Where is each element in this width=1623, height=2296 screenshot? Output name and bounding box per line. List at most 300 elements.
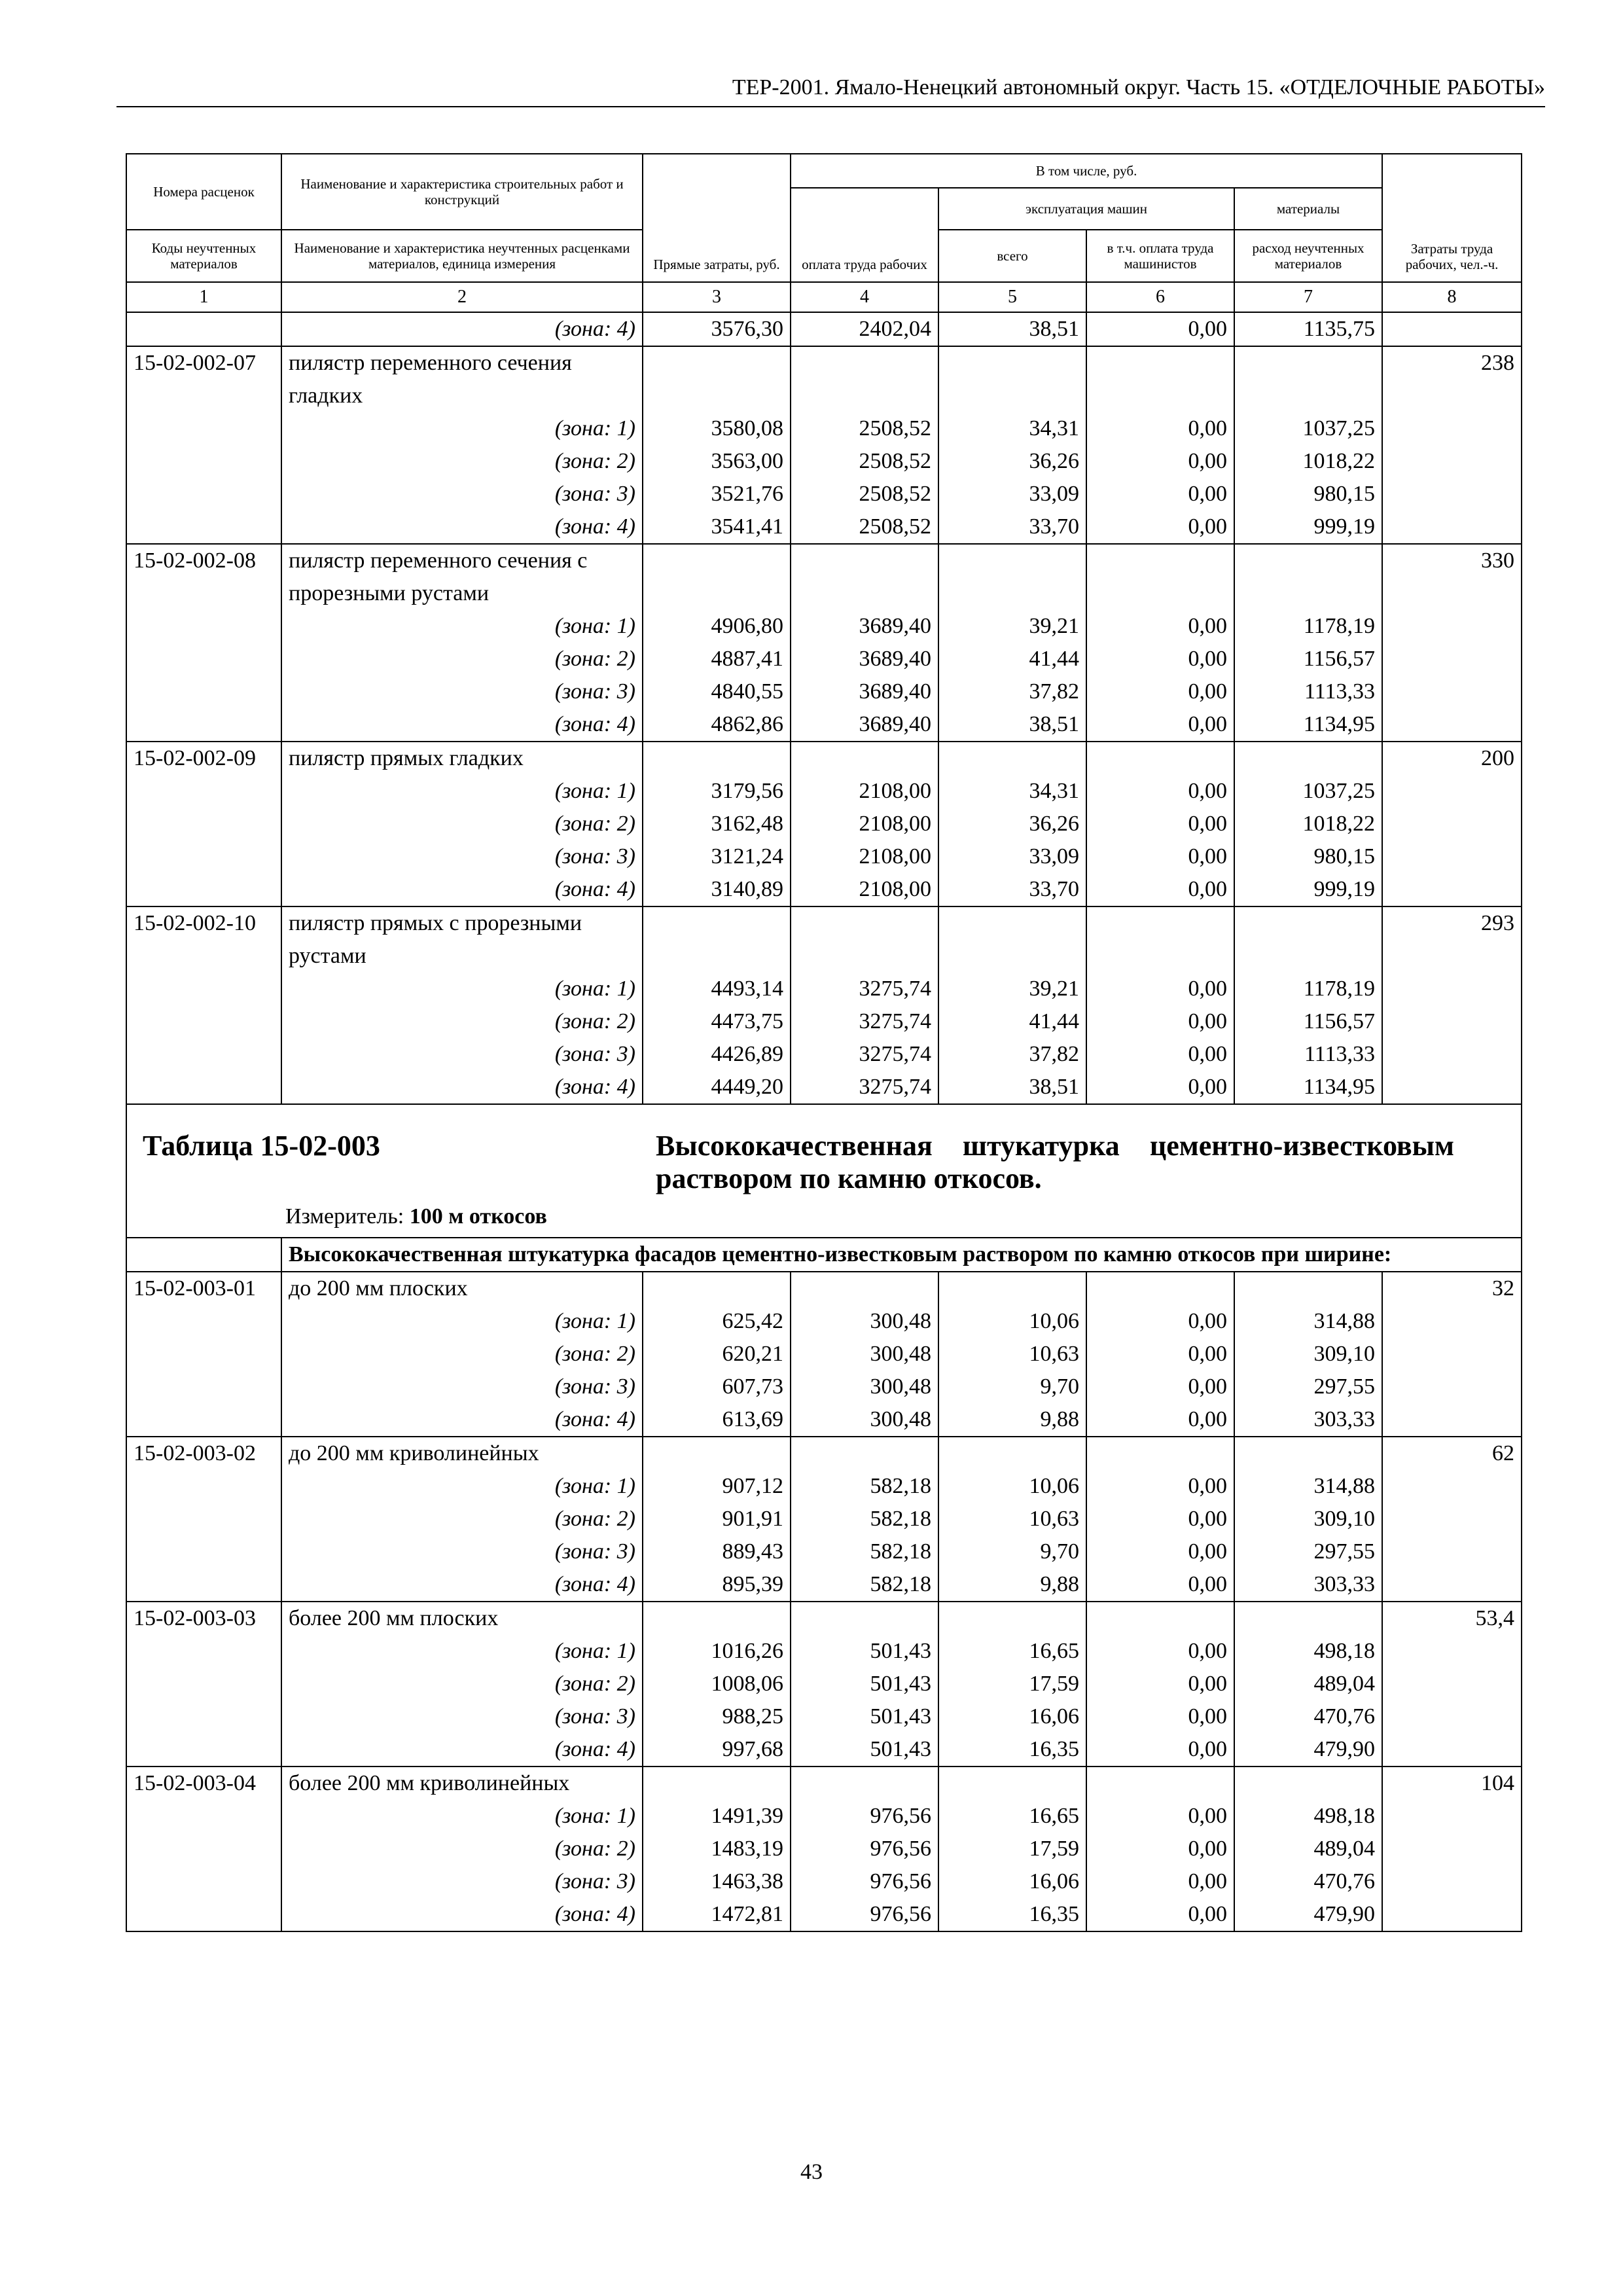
materials: 1018,22	[1234, 445, 1382, 478]
zone-label: (зона: 2)	[281, 643, 643, 675]
zone-row	[126, 675, 1522, 708]
rate-name: пилястр прямых с прорезными рустами	[281, 906, 643, 973]
empty-cell	[643, 742, 791, 775]
labor-cost: 32	[1382, 1272, 1522, 1305]
operator-wages: 0,00	[1086, 840, 1234, 873]
materials: 980,15	[1234, 478, 1382, 511]
machines-total: 37,82	[938, 675, 1086, 708]
operator-wages: 0,00	[1086, 412, 1234, 445]
wages: 976,56	[791, 1865, 938, 1898]
operator-wages: 0,00	[1086, 708, 1234, 742]
machines-total: 38,51	[938, 312, 1086, 346]
wages: 300,48	[791, 1371, 938, 1403]
empty-cell	[126, 1038, 281, 1071]
operator-wages: 0,00	[1086, 1635, 1234, 1668]
empty-cell	[126, 445, 281, 478]
direct-cost-header: Прямые затраты, руб.	[643, 154, 791, 282]
direct-cost: 997,68	[643, 1733, 791, 1767]
labor-cost: 200	[1382, 742, 1522, 775]
empty-cell	[938, 1437, 1086, 1470]
rate-code: 15-02-003-02	[126, 1437, 281, 1470]
unaccounted-materials-header: расход неучтенных материалов	[1234, 230, 1382, 282]
zone-row	[126, 840, 1522, 873]
zone-label: (зона: 3)	[281, 1865, 643, 1898]
empty-cell	[791, 346, 938, 412]
empty-cell	[1382, 1833, 1522, 1865]
machines-total: 16,65	[938, 1635, 1086, 1668]
empty-cell	[126, 1800, 281, 1833]
operator-wages: 0,00	[1086, 1800, 1234, 1833]
zone-label: (зона: 1)	[281, 610, 643, 643]
rate-code: 15-02-003-03	[126, 1602, 281, 1635]
rate-name: пилястр переменного сечения гладких	[281, 346, 643, 412]
measure-label: Измеритель:	[285, 1204, 404, 1229]
wages: 2402,04	[791, 312, 938, 346]
machines-total: 9,88	[938, 1403, 1086, 1437]
empty-cell	[1382, 808, 1522, 840]
zone-label: (зона: 1)	[281, 1800, 643, 1833]
zone-row	[126, 1338, 1522, 1371]
machines-total: 38,51	[938, 708, 1086, 742]
empty-cell	[1234, 346, 1382, 412]
section-title: Высококачественная штукатурка цементно-известковым раствором по камню откосов.	[656, 1130, 1454, 1194]
empty-cell	[1382, 675, 1522, 708]
materials: 297,55	[1234, 1371, 1382, 1403]
empty-cell	[1382, 1800, 1522, 1833]
column-numbers-row	[126, 282, 1522, 312]
empty-cell	[126, 1733, 281, 1767]
zone-row	[126, 1700, 1522, 1733]
operator-wages-header: в т.ч. оплата труда машинистов	[1086, 230, 1234, 282]
zone-label: (зона: 4)	[281, 1071, 643, 1104]
machines-total: 37,82	[938, 1038, 1086, 1071]
materials: 470,76	[1234, 1865, 1382, 1898]
zone-label: (зона: 2)	[281, 1338, 643, 1371]
labor-cost: 53,4	[1382, 1602, 1522, 1635]
empty-cell	[791, 1767, 938, 1800]
empty-cell	[126, 1833, 281, 1865]
column-number: 5	[938, 282, 1086, 312]
table-body	[126, 312, 1522, 346]
zone-row	[126, 1898, 1522, 1931]
section-title-row	[126, 1104, 1522, 1238]
empty-cell	[126, 1865, 281, 1898]
zone-label: (зона: 1)	[281, 1305, 643, 1338]
empty-cell	[1382, 1733, 1522, 1767]
empty-cell	[791, 1437, 938, 1470]
empty-cell	[1382, 1305, 1522, 1338]
empty-cell	[938, 1272, 1086, 1305]
zone-label: (зона: 1)	[281, 775, 643, 808]
zone-label: (зона: 4)	[281, 312, 643, 346]
materials: 1156,57	[1234, 1005, 1382, 1038]
labor-cost: 293	[1382, 906, 1522, 973]
zone-row	[126, 1038, 1522, 1071]
empty-cell	[126, 1470, 281, 1503]
materials: 1018,22	[1234, 808, 1382, 840]
measure-value: 100 м откосов	[409, 1204, 547, 1229]
empty-cell	[126, 1898, 281, 1931]
zone-label: (зона: 2)	[281, 808, 643, 840]
operator-wages: 0,00	[1086, 1733, 1234, 1767]
machines-total: 16,35	[938, 1898, 1086, 1931]
rate-name: более 200 мм плоских	[281, 1602, 643, 1635]
empty-cell	[643, 346, 791, 412]
empty-cell	[1234, 906, 1382, 973]
materials: 303,33	[1234, 1403, 1382, 1437]
operator-wages: 0,00	[1086, 1865, 1234, 1898]
empty-cell	[1086, 1602, 1234, 1635]
empty-cell	[1382, 445, 1522, 478]
zone-label: (зона: 4)	[281, 873, 643, 906]
direct-cost: 1008,06	[643, 1668, 791, 1700]
empty-cell	[791, 544, 938, 610]
empty-cell	[126, 1535, 281, 1568]
wages: 582,18	[791, 1470, 938, 1503]
labor-cost: 62	[1382, 1437, 1522, 1470]
empty-cell	[1086, 1272, 1234, 1305]
empty-cell	[1086, 346, 1234, 412]
direct-cost: 4840,55	[643, 675, 791, 708]
rate-name: до 200 мм криволинейных	[281, 1437, 643, 1470]
empty-cell	[1382, 1038, 1522, 1071]
empty-cell	[643, 544, 791, 610]
zone-row	[126, 1865, 1522, 1898]
direct-cost: 613,69	[643, 1403, 791, 1437]
empty-cell	[126, 1338, 281, 1371]
wages: 3275,74	[791, 1071, 938, 1104]
wages: 300,48	[791, 1305, 938, 1338]
rate-code: 15-02-002-07	[126, 346, 281, 412]
empty-cell	[126, 708, 281, 742]
wages: 2108,00	[791, 873, 938, 906]
operator-wages: 0,00	[1086, 445, 1234, 478]
continuation-row	[126, 312, 1522, 346]
machines-total-header: всего	[938, 230, 1086, 282]
operator-wages: 0,00	[1086, 1071, 1234, 1104]
machines-total: 41,44	[938, 643, 1086, 675]
measure-line	[285, 1200, 1510, 1233]
rate-name: более 200 мм криволинейных	[281, 1767, 643, 1800]
direct-cost: 3541,41	[643, 511, 791, 544]
direct-cost: 625,42	[643, 1305, 791, 1338]
rate-title-row	[126, 346, 1522, 412]
zone-row	[126, 412, 1522, 445]
operator-wages: 0,00	[1086, 1038, 1234, 1071]
empty-cell	[938, 1602, 1086, 1635]
empty-cell	[1234, 1437, 1382, 1470]
zone-label: (зона: 2)	[281, 1668, 643, 1700]
rates-group-a	[126, 346, 1522, 1104]
column-number: 8	[1382, 282, 1522, 312]
direct-cost: 895,39	[643, 1568, 791, 1602]
price-table	[126, 153, 1522, 1932]
direct-cost: 907,12	[643, 1470, 791, 1503]
zone-label: (зона: 4)	[281, 708, 643, 742]
zone-label: (зона: 4)	[281, 1568, 643, 1602]
column-number: 6	[1086, 282, 1234, 312]
direct-cost: 4426,89	[643, 1038, 791, 1071]
wages-header: оплата труда рабочих	[791, 188, 938, 282]
zone-row	[126, 1568, 1522, 1602]
materials: 999,19	[1234, 873, 1382, 906]
zone-label: (зона: 4)	[281, 511, 643, 544]
rate-title-row	[126, 544, 1522, 610]
empty-cell	[1382, 1668, 1522, 1700]
empty-cell	[126, 412, 281, 445]
empty-cell	[1382, 1635, 1522, 1668]
empty-cell	[126, 840, 281, 873]
empty-cell	[1382, 511, 1522, 544]
operator-wages: 0,00	[1086, 1668, 1234, 1700]
materials: 303,33	[1234, 1568, 1382, 1602]
empty-cell	[791, 1272, 938, 1305]
direct-cost: 1016,26	[643, 1635, 791, 1668]
column-number: 1	[126, 282, 281, 312]
empty-cell	[643, 1272, 791, 1305]
empty-cell	[938, 1767, 1086, 1800]
running-header: ТЕР-2001. Ямало-Ненецкий автономный округ. Часть 15. «ОТДЕЛОЧНЫЕ РАБОТЫ»	[732, 75, 1545, 99]
operator-wages: 0,00	[1086, 1371, 1234, 1403]
direct-cost: 4473,75	[643, 1005, 791, 1038]
empty-cell	[126, 1568, 281, 1602]
materials: 309,10	[1234, 1503, 1382, 1535]
empty-cell	[1382, 643, 1522, 675]
empty-cell	[1382, 1568, 1522, 1602]
machines-total: 38,51	[938, 1071, 1086, 1104]
operator-wages: 0,00	[1086, 808, 1234, 840]
materials: 498,18	[1234, 1635, 1382, 1668]
materials: 470,76	[1234, 1700, 1382, 1733]
direct-cost: 3580,08	[643, 412, 791, 445]
rate-code: 15-02-003-04	[126, 1767, 281, 1800]
column-number: 4	[791, 282, 938, 312]
materials: 1134,95	[1234, 1071, 1382, 1104]
empty-cell	[643, 906, 791, 973]
empty-cell	[126, 808, 281, 840]
wages: 582,18	[791, 1535, 938, 1568]
labor-cost: 238	[1382, 346, 1522, 412]
empty-cell	[126, 1305, 281, 1338]
machines-total: 9,70	[938, 1371, 1086, 1403]
operator-wages: 0,00	[1086, 675, 1234, 708]
direct-cost: 607,73	[643, 1371, 791, 1403]
empty-cell	[126, 478, 281, 511]
direct-cost: 1491,39	[643, 1800, 791, 1833]
empty-cell	[1234, 1602, 1382, 1635]
zone-row	[126, 643, 1522, 675]
empty-cell	[791, 906, 938, 973]
zone-row	[126, 511, 1522, 544]
zone-row	[126, 1371, 1522, 1403]
materials: 1113,33	[1234, 675, 1382, 708]
empty-cell	[643, 1437, 791, 1470]
zone-label: (зона: 1)	[281, 1635, 643, 1668]
materials-header: материалы	[1234, 188, 1382, 230]
materials: 1037,25	[1234, 412, 1382, 445]
direct-cost: 988,25	[643, 1700, 791, 1733]
labor-cost: 104	[1382, 1767, 1522, 1800]
rate-name: пилястр прямых гладких	[281, 742, 643, 775]
machines-total: 16,65	[938, 1800, 1086, 1833]
machines-total: 16,06	[938, 1700, 1086, 1733]
labor-cost: 330	[1382, 544, 1522, 610]
empty-cell	[126, 1371, 281, 1403]
zone-label: (зона: 2)	[281, 445, 643, 478]
col1-header	[126, 154, 281, 230]
operator-wages: 0,00	[1086, 1503, 1234, 1535]
empty-cell	[1382, 1865, 1522, 1898]
machines-total: 33,09	[938, 840, 1086, 873]
zone-row	[126, 1635, 1522, 1668]
zone-label: (зона: 3)	[281, 840, 643, 873]
materials: 309,10	[1234, 1338, 1382, 1371]
empty-cell	[1382, 1005, 1522, 1038]
empty-cell	[643, 1602, 791, 1635]
column-number: 3	[643, 282, 791, 312]
direct-cost: 1463,38	[643, 1865, 791, 1898]
empty-cell	[126, 643, 281, 675]
zone-label: (зона: 3)	[281, 478, 643, 511]
empty-cell	[1086, 742, 1234, 775]
empty-cell	[1382, 1338, 1522, 1371]
machines-total: 9,70	[938, 1535, 1086, 1568]
materials: 489,04	[1234, 1833, 1382, 1865]
materials: 479,90	[1234, 1898, 1382, 1931]
empty-cell	[1234, 1767, 1382, 1800]
direct-cost: 1483,19	[643, 1833, 791, 1865]
zone-row	[126, 1535, 1522, 1568]
direct-cost: 4906,80	[643, 610, 791, 643]
empty-cell	[1234, 742, 1382, 775]
header-rule	[116, 106, 1545, 107]
machines-total: 17,59	[938, 1833, 1086, 1865]
operator-wages: 0,00	[1086, 1535, 1234, 1568]
materials: 1178,19	[1234, 973, 1382, 1005]
empty-cell	[1382, 1071, 1522, 1104]
zone-row	[126, 1668, 1522, 1700]
empty-cell	[938, 346, 1086, 412]
empty-cell	[126, 873, 281, 906]
wages: 300,48	[791, 1403, 938, 1437]
zone-label: (зона: 1)	[281, 412, 643, 445]
zone-row	[126, 1503, 1522, 1535]
wages: 501,43	[791, 1700, 938, 1733]
empty-cell	[1086, 1767, 1234, 1800]
zone-row	[126, 973, 1522, 1005]
zone-label: (зона: 2)	[281, 1005, 643, 1038]
machines-total: 34,31	[938, 412, 1086, 445]
wages: 3275,74	[791, 1005, 938, 1038]
wages: 501,43	[791, 1733, 938, 1767]
empty-cell	[1382, 840, 1522, 873]
zone-row	[126, 708, 1522, 742]
wages: 2508,52	[791, 445, 938, 478]
wages: 2508,52	[791, 478, 938, 511]
empty-cell	[938, 742, 1086, 775]
direct-cost: 4493,14	[643, 973, 791, 1005]
materials: 1037,25	[1234, 775, 1382, 808]
direct-cost: 3521,76	[643, 478, 791, 511]
wages: 3689,40	[791, 610, 938, 643]
rate-code: 15-02-002-08	[126, 544, 281, 610]
zone-row	[126, 1733, 1522, 1767]
wages: 3689,40	[791, 708, 938, 742]
materials: 1178,19	[1234, 610, 1382, 643]
subtitle-row	[126, 1238, 1522, 1272]
zone-row	[126, 1470, 1522, 1503]
direct-cost: 901,91	[643, 1503, 791, 1535]
codes-header: Коды неучтенных материалов	[126, 230, 281, 282]
empty-cell	[1382, 1470, 1522, 1503]
operator-wages: 0,00	[1086, 511, 1234, 544]
empty-cell	[126, 1635, 281, 1668]
empty-cell	[791, 742, 938, 775]
direct-cost: 4887,41	[643, 643, 791, 675]
empty-cell	[126, 1668, 281, 1700]
machines-total: 36,26	[938, 808, 1086, 840]
zone-row	[126, 1403, 1522, 1437]
empty-cell	[1382, 1403, 1522, 1437]
materials: 1134,95	[1234, 708, 1382, 742]
machines-total: 39,21	[938, 610, 1086, 643]
machines-total: 9,88	[938, 1568, 1086, 1602]
rates-group-b	[126, 1272, 1522, 1931]
materials: 1135,75	[1234, 312, 1382, 346]
wages: 2108,00	[791, 808, 938, 840]
empty-cell	[126, 1071, 281, 1104]
materials: 314,88	[1234, 1305, 1382, 1338]
materials: 489,04	[1234, 1668, 1382, 1700]
empty-cell	[791, 1602, 938, 1635]
table-number: Таблица 15-02-003	[143, 1130, 380, 1162]
zone-label: (зона: 1)	[281, 973, 643, 1005]
empty-cell	[1234, 544, 1382, 610]
operator-wages: 0,00	[1086, 873, 1234, 906]
machines-header: эксплуатация машин	[938, 188, 1234, 230]
zone-label: (зона: 3)	[281, 675, 643, 708]
operator-wages: 0,00	[1086, 1833, 1234, 1865]
empty-cell	[1382, 478, 1522, 511]
rate-code: 15-02-002-09	[126, 742, 281, 775]
empty-cell	[1086, 1437, 1234, 1470]
empty-cell	[643, 1767, 791, 1800]
machines-total: 16,06	[938, 1865, 1086, 1898]
direct-cost: 3121,24	[643, 840, 791, 873]
labor-header: Затраты труда рабочих, чел.-ч.	[1382, 154, 1522, 282]
materials: 314,88	[1234, 1470, 1382, 1503]
wages: 3275,74	[791, 973, 938, 1005]
materials: 297,55	[1234, 1535, 1382, 1568]
zone-row	[126, 1833, 1522, 1865]
machines-total: 16,35	[938, 1733, 1086, 1767]
machines-total: 17,59	[938, 1668, 1086, 1700]
wages: 976,56	[791, 1833, 938, 1865]
empty-cell	[938, 906, 1086, 973]
machines-total: 33,70	[938, 873, 1086, 906]
machines-total: 41,44	[938, 1005, 1086, 1038]
machines-total: 34,31	[938, 775, 1086, 808]
col2-header	[281, 154, 643, 230]
zone-row	[126, 775, 1522, 808]
empty-cell	[126, 1005, 281, 1038]
rate-title-row	[126, 1767, 1522, 1800]
zone-row	[126, 445, 1522, 478]
wages: 3689,40	[791, 643, 938, 675]
empty-cell	[126, 610, 281, 643]
empty-cell	[126, 775, 281, 808]
materials: 479,90	[1234, 1733, 1382, 1767]
